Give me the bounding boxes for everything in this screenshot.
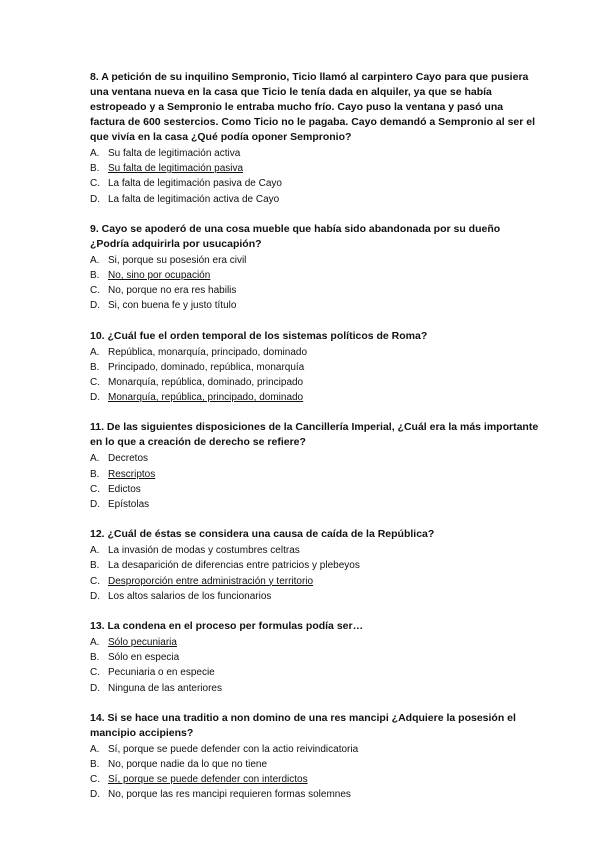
option-letter: B.: [90, 468, 100, 480]
option-letter: D.: [90, 392, 100, 404]
answer-option: [90, 176, 540, 191]
option-letter: B.: [90, 270, 100, 282]
option-letter: A.: [90, 148, 100, 159]
question-text: 13. La condena en el proceso per formulas podía ser…: [90, 620, 364, 633]
option-text: La desaparición de diferencias entre patricios y plebeyos: [108, 560, 360, 572]
answer-options: [90, 543, 540, 604]
question-text: 12. ¿Cuál de éstas se considera una causa de caída de la República?: [90, 528, 435, 541]
answer-options: [90, 146, 540, 207]
answer-option: [90, 635, 540, 650]
option-letter: A.: [90, 637, 100, 649]
option-text: República, monarquía, principado, dominado: [108, 346, 308, 358]
option-letter: D.: [90, 300, 100, 312]
option-text-correct: Su falta de legitimación pasiva: [108, 163, 244, 175]
answer-option: [90, 161, 540, 176]
answer-option: [90, 574, 540, 589]
answer-option: [90, 375, 540, 390]
answer-options: [90, 345, 540, 406]
option-text-correct: No, sino por ocupación: [108, 270, 211, 282]
answer-option: [90, 298, 540, 313]
question-block: [90, 329, 540, 406]
option-letter: C.: [90, 667, 100, 679]
option-letter: A.: [90, 545, 100, 557]
option-text: La falta de legitimación activa de Cayo: [108, 193, 280, 205]
answer-option: [90, 589, 540, 604]
answer-option: [90, 681, 540, 696]
option-letter: D.: [90, 789, 100, 801]
question-block: [90, 527, 540, 604]
question-block: [90, 222, 540, 314]
option-text: Si, porque su posesión era civil: [108, 254, 247, 266]
answer-option: [90, 268, 540, 283]
option-letter: A.: [90, 254, 100, 266]
answer-options: [90, 451, 540, 512]
option-letter: D.: [90, 193, 100, 205]
answer-options: [90, 635, 540, 696]
option-text: No, porque las res mancipi requieren formas solemnes: [108, 789, 351, 801]
option-text: Monarquía, república, dominado, principado: [108, 377, 304, 389]
answer-option: [90, 390, 540, 405]
answer-option: [90, 467, 540, 482]
option-text-correct: Rescriptos: [108, 468, 156, 480]
document-page: [90, 70, 540, 818]
option-text: Sólo en especia: [108, 652, 180, 664]
question-block: [90, 711, 540, 803]
option-letter: A.: [90, 453, 100, 465]
option-text: Sí, porque se puede defender con la actio reivindicatoria: [108, 743, 359, 755]
option-text-correct: Desproporción entre administración y territorio: [108, 575, 314, 587]
answer-option: [90, 787, 540, 802]
option-letter: D.: [90, 590, 100, 602]
option-text: Su falta de legitimación activa: [108, 148, 241, 159]
option-text: Los altos salarios de los funcionarios: [108, 590, 272, 602]
answer-option: [90, 650, 540, 665]
answer-option: [90, 558, 540, 573]
answer-option: [90, 757, 540, 772]
question-text: 14. Si se hace una traditio a non domino de una res mancipi ¿Adquiere la posesión el mancipio accipiens?: [90, 711, 516, 739]
answer-option: [90, 543, 540, 558]
option-letter: D.: [90, 499, 100, 511]
option-text: La falta de legitimación pasiva de Cayo: [108, 178, 282, 190]
answer-option: [90, 146, 540, 161]
question-text: 10. ¿Cuál fue el orden temporal de los sistemas políticos de Roma?: [90, 329, 428, 342]
question-text: 9. Cayo se apoderó de una cosa mueble que había sido abandonada por su dueño ¿Podría adquirirla por usucapión?: [90, 222, 501, 250]
option-text: Si, con buena fe y justo título: [108, 300, 237, 312]
option-text: La invasión de modas y costumbres celtras: [108, 545, 300, 557]
question-text: 11. De las siguientes disposiciones de la Cancillería Imperial, ¿Cuál era la más importante en lo que a creación de derecho se refiere?: [90, 421, 539, 449]
question-block: [90, 420, 540, 512]
option-letter: B.: [90, 759, 100, 771]
option-letter: B.: [90, 361, 100, 373]
option-text: Edictos: [108, 483, 141, 495]
option-letter: A.: [90, 346, 100, 358]
option-text: No, porque nadie da lo que no tiene: [108, 759, 268, 771]
answer-option: [90, 360, 540, 375]
question-block: [90, 70, 540, 207]
option-text-correct: Monarquía, república, principado, dominado: [108, 392, 304, 404]
option-text: Pecuniaria o en especie: [108, 667, 215, 679]
option-text: Decretos: [108, 453, 149, 465]
answer-option: [90, 192, 540, 207]
option-letter: B.: [90, 163, 100, 175]
option-text: Principado, dominado, república, monarquía: [108, 361, 305, 373]
option-letter: B.: [90, 652, 100, 664]
answer-option: [90, 497, 540, 512]
option-letter: A.: [90, 743, 100, 755]
option-text-correct: Sólo pecuniaria: [108, 637, 177, 649]
option-letter: C.: [90, 774, 100, 786]
option-text: Ninguna de las anteriores: [108, 682, 222, 694]
option-letter: D.: [90, 682, 100, 694]
answer-option: [90, 253, 540, 268]
answer-option: [90, 772, 540, 787]
answer-option: [90, 451, 540, 466]
answer-option: [90, 345, 540, 360]
option-letter: C.: [90, 285, 100, 297]
answer-option: [90, 665, 540, 680]
question-text: 8. A petición de su inquilino Sempronio, Ticio llamó al carpintero Cayo para que pusiera una ventana nueva en la casa que Ticio le tenía dada en alquiler, ya que se había estropeado y a Sempronio le entraba mucho frío. Cayo puso la ventana y pasó una factura de 600 sestercios. Como Ticio no le pagaba. Cayo demandó a Sempronio al ser el que vivía en la casa ¿Qué podía oponer Sempronio?: [90, 71, 536, 143]
answer-option: [90, 482, 540, 497]
answer-option: [90, 283, 540, 298]
option-letter: B.: [90, 560, 100, 572]
answer-options: [90, 742, 540, 803]
answer-options: [90, 253, 540, 314]
answer-option: [90, 742, 540, 757]
option-text: Epístolas: [108, 499, 150, 511]
option-letter: C.: [90, 377, 100, 389]
option-letter: C.: [90, 575, 100, 587]
option-letter: C.: [90, 483, 100, 495]
question-block: [90, 619, 540, 696]
option-text: No, porque no era res habilis: [108, 285, 237, 297]
option-text-correct: Sí, porque se puede defender con interdictos: [108, 774, 308, 786]
option-letter: C.: [90, 178, 100, 190]
